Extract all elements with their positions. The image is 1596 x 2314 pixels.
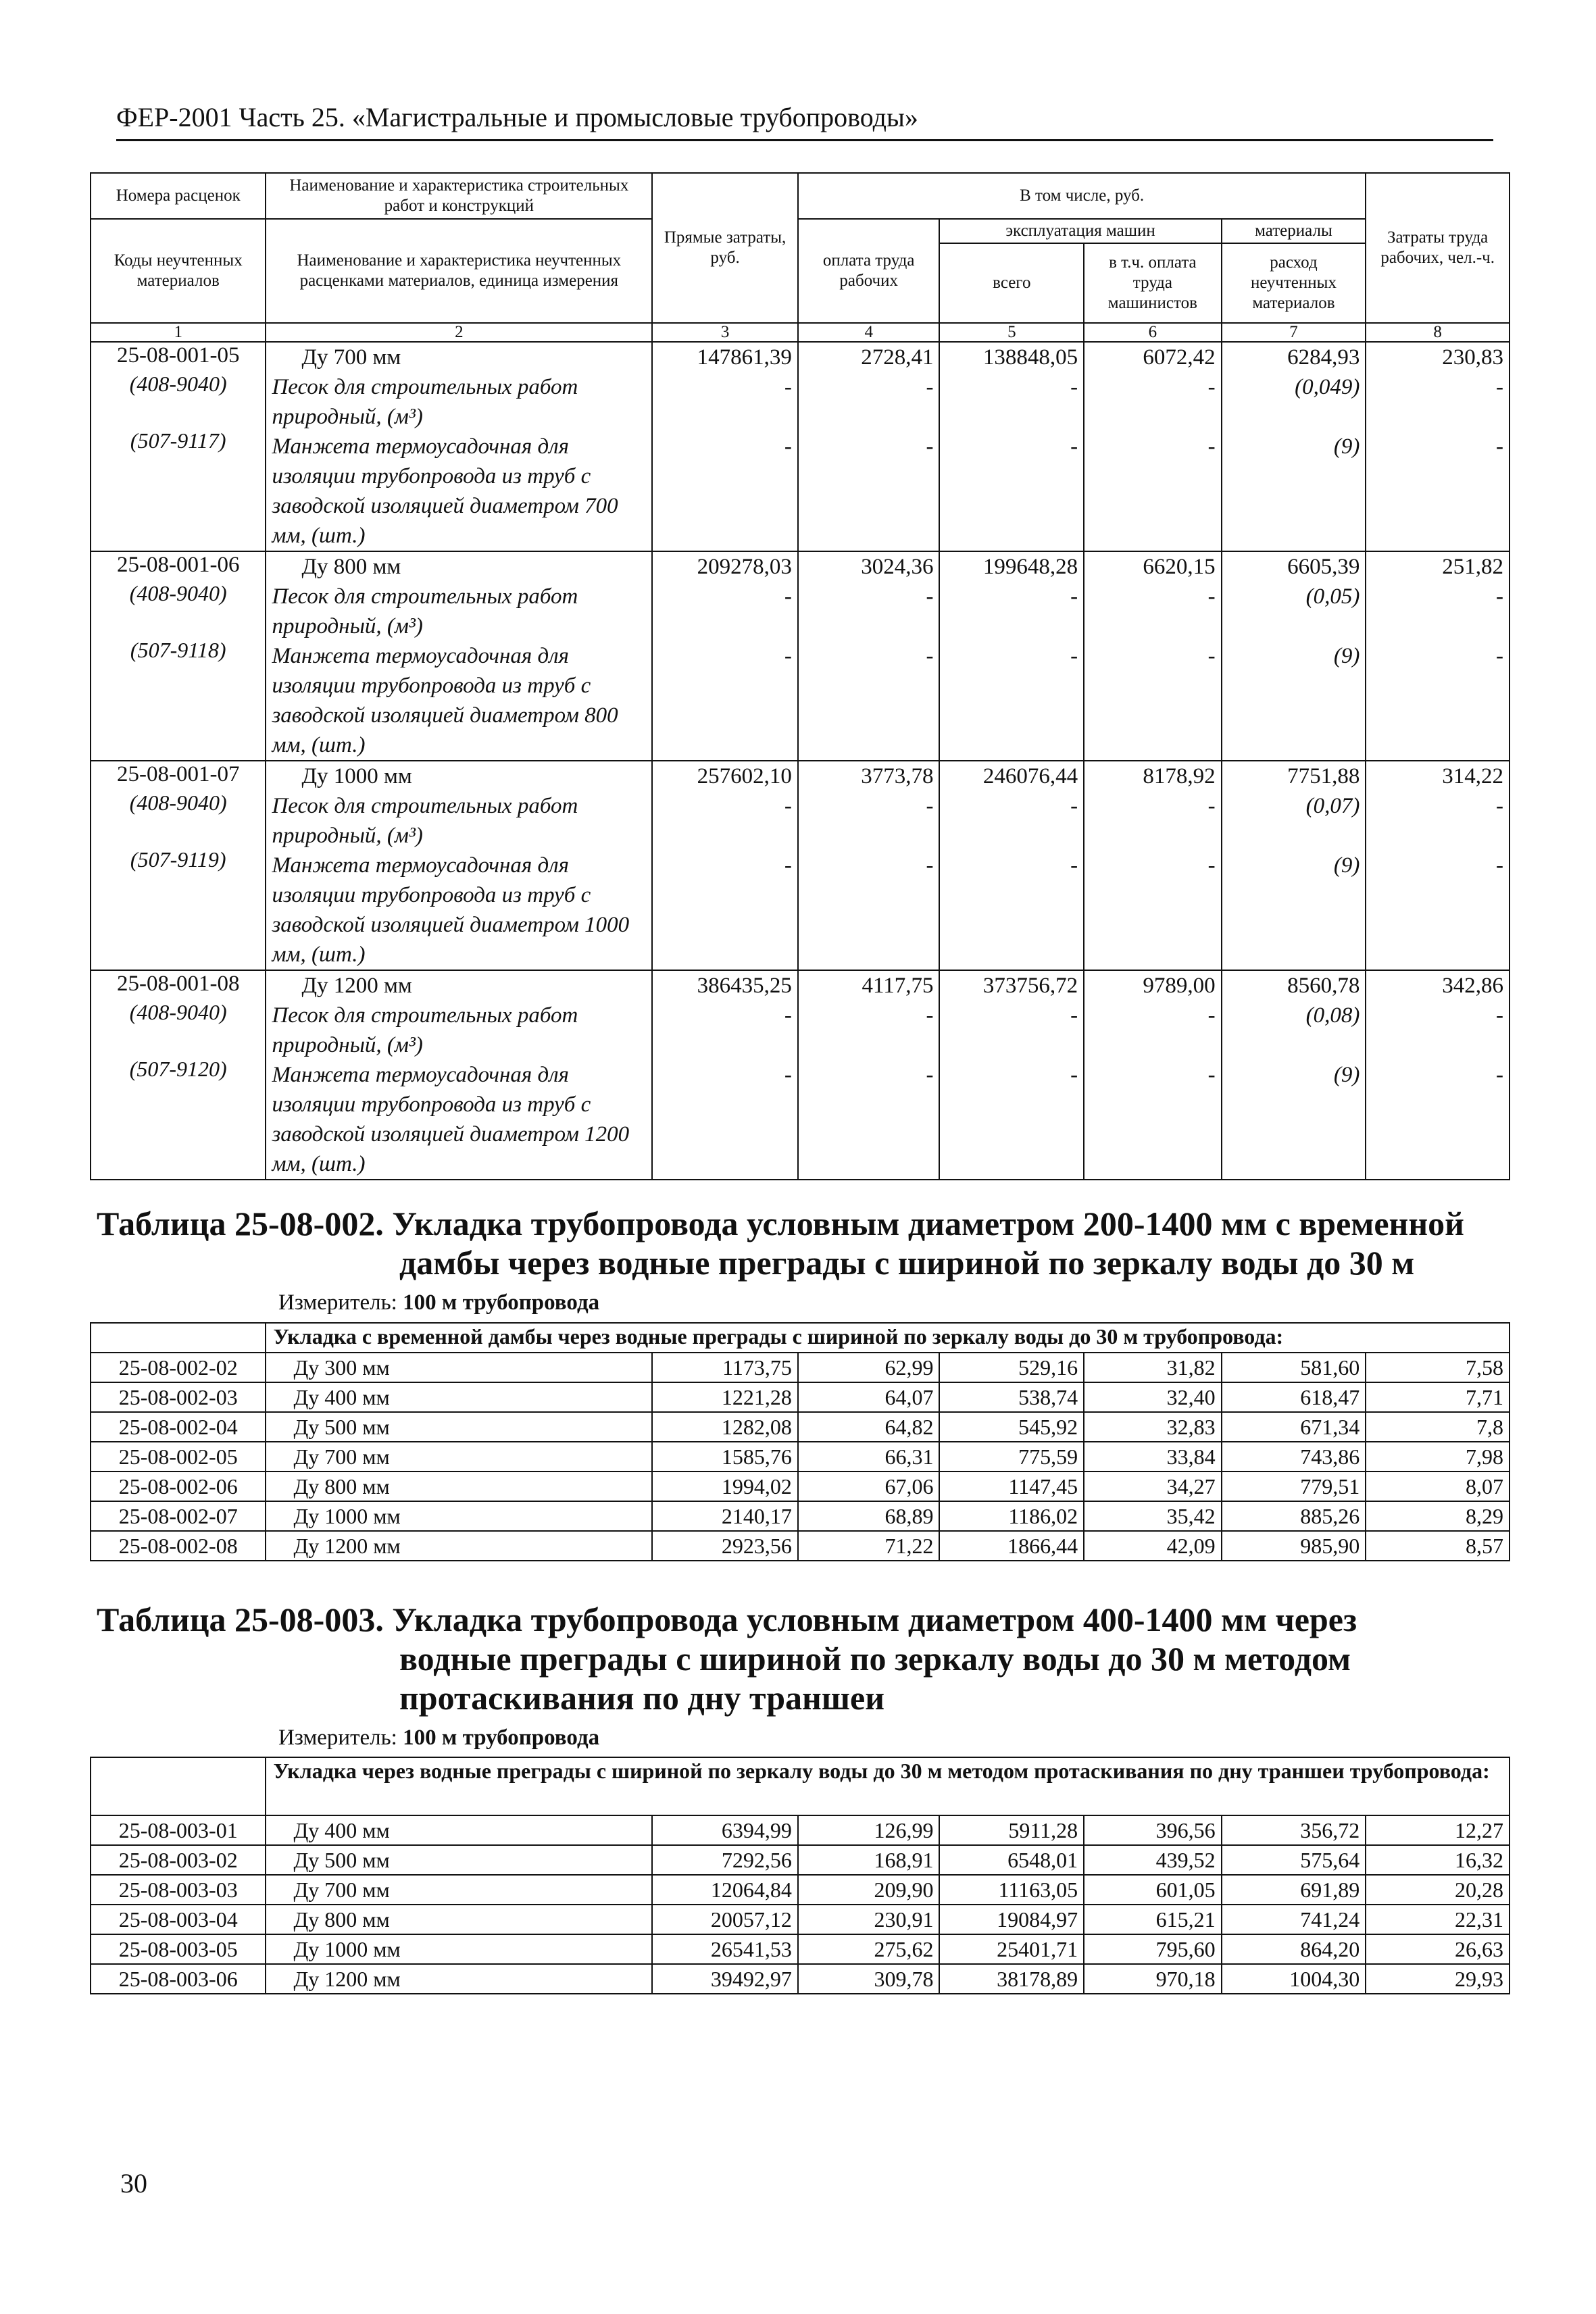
material-code: (408-9040) — [129, 581, 227, 605]
work-name: Ду 700 мм — [266, 1442, 652, 1472]
table-002-title — [97, 1204, 1509, 1282]
cell-value: 32,40 — [1084, 1382, 1221, 1412]
meter-label: Измеритель: — [278, 1726, 397, 1750]
table-003-title-line3: протаскивания по дну траншеи — [399, 1679, 885, 1717]
material-code: (408-9040) — [129, 1000, 227, 1024]
empty-dash: - — [1070, 1003, 1078, 1028]
cell-value: 671,34 — [1222, 1412, 1366, 1442]
header-materials-consumption: расход неучтенных материалов — [1222, 243, 1366, 323]
cell-value: 356,72 — [1222, 1815, 1366, 1845]
material-quantity: (9) — [1333, 853, 1360, 878]
rate-code: 25-08-003-04 — [91, 1905, 266, 1934]
empty-dash: - — [926, 853, 934, 878]
materials-value: 8560,78 — [1287, 974, 1360, 998]
cell-value: 31,82 — [1084, 1353, 1221, 1382]
work-name: Ду 1200 мм — [266, 1531, 652, 1561]
cell-value: 32,83 — [1084, 1412, 1221, 1442]
empty-dash: - — [926, 644, 934, 668]
table-003-title-line2: водные преграды с шириной по зеркалу воды до 30 м методом — [399, 1640, 1351, 1678]
column-number: 5 — [939, 323, 1084, 342]
work-name: Ду 500 мм — [266, 1845, 652, 1875]
page-number: 30 — [120, 2168, 147, 2198]
empty-dash: - — [784, 1063, 792, 1087]
empty-dash: - — [784, 375, 792, 399]
empty-dash: - — [1496, 1063, 1503, 1087]
work-name: Ду 800 мм — [301, 555, 401, 579]
table-row — [91, 1815, 1510, 1845]
cell-value: 885,26 — [1222, 1501, 1366, 1531]
cell-value: 985,90 — [1222, 1531, 1366, 1561]
rate-row — [91, 551, 1510, 761]
table-row — [91, 1531, 1510, 1561]
empty-dash: - — [926, 375, 934, 399]
empty-dash: - — [926, 1003, 934, 1028]
table-003-meter — [278, 1724, 599, 1751]
rate-code: 25-08-003-05 — [91, 1934, 266, 1964]
table-003 — [90, 1757, 1510, 1994]
table-row — [91, 1412, 1510, 1442]
material-name: Манжета термоусадочная для изоляции трубопровода из труб с заводской изоляцией диаметром 700 мм, (шт.) — [272, 434, 618, 548]
header-machines-wages: в т.ч. оплата труда машинистов — [1084, 243, 1221, 323]
wages: 3773,78 — [861, 764, 934, 788]
direct-cost: 147861,39 — [697, 345, 792, 370]
cell-value: 20057,12 — [652, 1905, 798, 1934]
work-name: Ду 1000 мм — [266, 1501, 652, 1531]
work-name: Ду 1000 мм — [301, 764, 412, 788]
cell-value: 743,86 — [1222, 1442, 1366, 1472]
empty-dash: - — [784, 434, 792, 459]
machines-total: 373756,72 — [982, 974, 1078, 998]
cell-value: 7,98 — [1366, 1442, 1510, 1472]
cell-value: 7292,56 — [652, 1845, 798, 1875]
material-code: (507-9118) — [130, 638, 226, 662]
empty-dash: - — [1070, 794, 1078, 818]
header-labor-costs: Затраты труда рабочих, чел.-ч. — [1366, 173, 1510, 323]
table-002-caption: Укладка с временной дамбы через водные преграды с шириной по зеркалу воды до 30 м трубопровода: — [266, 1323, 1510, 1353]
cell-value: 864,20 — [1222, 1934, 1366, 1964]
labor-value: 342,86 — [1442, 974, 1503, 998]
empty-dash: - — [784, 644, 792, 668]
column-number: 4 — [798, 323, 940, 342]
header-including: В том числе, руб. — [798, 173, 1366, 219]
main-rates-table — [90, 172, 1510, 1180]
material-name: Манжета термоусадочная для изоляции трубопровода из труб с заводской изоляцией диаметром 800 мм, (шт.) — [272, 644, 618, 757]
cell-value: 209,90 — [798, 1875, 940, 1905]
machines-total: 246076,44 — [982, 764, 1078, 788]
cell-value: 68,89 — [798, 1501, 940, 1531]
cell-value: 34,27 — [1084, 1472, 1221, 1501]
material-code: (507-9117) — [130, 428, 226, 453]
machines-total: 199648,28 — [982, 555, 1078, 579]
cell-value: 7,8 — [1366, 1412, 1510, 1442]
empty-dash: - — [1496, 853, 1503, 878]
cell-value: 7,71 — [1366, 1382, 1510, 1412]
empty-dash: - — [1207, 584, 1216, 609]
cell-value: 1282,08 — [652, 1412, 798, 1442]
empty-dash: - — [1070, 434, 1078, 459]
cell-value: 529,16 — [939, 1353, 1084, 1382]
table-row — [91, 1964, 1510, 1994]
cell-value: 7,58 — [1366, 1353, 1510, 1382]
table-002-meter — [278, 1289, 599, 1316]
table-row — [91, 1905, 1510, 1934]
cell-value: 12064,84 — [652, 1875, 798, 1905]
empty-dash: - — [1496, 644, 1503, 668]
table-003-caption: Укладка через водные преграды с шириной по зеркалу воды до 30 м методом протаскивания по дну траншеи трубопровода: — [266, 1757, 1510, 1815]
cell-value: 22,31 — [1366, 1905, 1510, 1934]
table-row — [91, 1472, 1510, 1501]
header-materials: материалы — [1222, 219, 1366, 243]
work-name: Ду 800 мм — [266, 1472, 652, 1501]
rate-code: 25-08-002-08 — [91, 1531, 266, 1561]
material-code: (507-9120) — [129, 1057, 227, 1081]
material-code: (507-9119) — [130, 847, 226, 872]
cell-value: 6394,99 — [652, 1815, 798, 1845]
cell-value: 8,29 — [1366, 1501, 1510, 1531]
cell-value: 396,56 — [1084, 1815, 1221, 1845]
empty-dash: - — [1496, 1003, 1503, 1028]
cell-value: 71,22 — [798, 1531, 940, 1561]
cell-value: 6548,01 — [939, 1845, 1084, 1875]
header-wages: оплата труда рабочих — [798, 219, 940, 323]
empty-dash: - — [1207, 1063, 1216, 1087]
material-name: Манжета термоусадочная для изоляции трубопровода из труб с заводской изоляцией диаметром 1200 мм, (шт.) — [272, 1063, 630, 1176]
material-name: Песок для строительных работ природный, (м³) — [272, 794, 578, 848]
cell-value: 5911,28 — [939, 1815, 1084, 1845]
rate-code: 25-08-003-02 — [91, 1845, 266, 1875]
rate-row — [91, 761, 1510, 970]
table-002-title-line1: Укладка трубопровода условным диаметром 200-1400 мм с временной — [392, 1205, 1464, 1242]
direct-cost: 209278,03 — [697, 555, 792, 579]
rate-code: 25-08-001-06 — [116, 553, 240, 577]
cell-value: 741,24 — [1222, 1905, 1366, 1934]
machines-wages: 6072,42 — [1143, 345, 1216, 370]
rate-code: 25-08-002-06 — [91, 1472, 266, 1501]
work-name: Ду 400 мм — [266, 1815, 652, 1845]
empty-dash: - — [1207, 1003, 1216, 1028]
rate-code: 25-08-003-03 — [91, 1875, 266, 1905]
work-name: Ду 700 мм — [266, 1875, 652, 1905]
header-work-name: Наименование и характеристика строительных работ и конструкций — [266, 173, 652, 219]
cell-value: 615,21 — [1084, 1905, 1221, 1934]
cell-value: 168,91 — [798, 1845, 940, 1875]
machines-wages: 8178,92 — [1143, 764, 1216, 788]
cell-value: 1221,28 — [652, 1382, 798, 1412]
page-header: ФЕР-2001 Часть 25. «Магистральные и промысловые трубопроводы» — [116, 100, 1493, 141]
cell-value: 538,74 — [939, 1382, 1084, 1412]
rate-code: 25-08-002-05 — [91, 1442, 266, 1472]
rate-code: 25-08-001-05 — [116, 343, 240, 368]
meter-label: Измеритель: — [278, 1290, 397, 1315]
table-row — [91, 1845, 1510, 1875]
cell-value: 20,28 — [1366, 1875, 1510, 1905]
rate-code: 25-08-001-08 — [116, 972, 240, 996]
materials-value: 6284,93 — [1287, 345, 1360, 370]
empty-dash: - — [1496, 434, 1503, 459]
table-003-title-line1: Укладка трубопровода условным диаметром 400-1400 мм через — [392, 1601, 1357, 1638]
direct-cost: 386435,25 — [697, 974, 792, 998]
cell-value: 1147,45 — [939, 1472, 1084, 1501]
machines-total: 138848,05 — [982, 345, 1078, 370]
table-row — [91, 1501, 1510, 1531]
labor-value: 230,83 — [1442, 345, 1503, 370]
column-number: 6 — [1084, 323, 1221, 342]
material-quantity: (9) — [1333, 1063, 1360, 1087]
empty-dash: - — [1070, 644, 1078, 668]
material-name: Песок для строительных работ природный, (м³) — [272, 375, 578, 429]
cell-value: 38178,89 — [939, 1964, 1084, 1994]
meter-value: 100 м трубопровода — [403, 1290, 600, 1315]
table-003-title — [97, 1600, 1509, 1717]
rate-row — [91, 342, 1510, 551]
cell-value: 545,92 — [939, 1412, 1084, 1442]
table-row — [91, 1382, 1510, 1412]
empty-dash: - — [1207, 375, 1216, 399]
cell-value: 12,27 — [1366, 1815, 1510, 1845]
cell-value: 67,06 — [798, 1472, 940, 1501]
cell-value: 42,09 — [1084, 1531, 1221, 1561]
cell-value: 126,99 — [798, 1815, 940, 1845]
cell-value: 39492,97 — [652, 1964, 798, 1994]
rate-row — [91, 970, 1510, 1180]
work-name: Ду 1000 мм — [266, 1934, 652, 1964]
cell-value: 64,82 — [798, 1412, 940, 1442]
empty-dash: - — [926, 1063, 934, 1087]
table-row — [91, 1442, 1510, 1472]
empty-dash: - — [1070, 853, 1078, 878]
column-number: 7 — [1222, 323, 1366, 342]
cell-value: 19084,97 — [939, 1905, 1084, 1934]
work-name: Ду 300 мм — [266, 1353, 652, 1382]
labor-value: 314,22 — [1442, 764, 1503, 788]
cell-value: 8,07 — [1366, 1472, 1510, 1501]
work-name: Ду 500 мм — [266, 1412, 652, 1442]
header-rate-numbers: Номера расценок — [91, 173, 266, 219]
rate-code: 25-08-002-02 — [91, 1353, 266, 1382]
material-quantity: (9) — [1333, 644, 1360, 668]
material-name: Песок для строительных работ природный, (м³) — [272, 1003, 578, 1057]
cell-value: 970,18 — [1084, 1964, 1221, 1994]
material-quantity: (9) — [1333, 434, 1360, 459]
cell-value: 575,64 — [1222, 1845, 1366, 1875]
cell-value: 309,78 — [798, 1964, 940, 1994]
header-material-names: Наименование и характеристика неучтенных расценками материалов, единица измерения — [266, 219, 652, 323]
cell-value: 439,52 — [1084, 1845, 1221, 1875]
empty-dash: - — [1207, 434, 1216, 459]
header-direct-costs: Прямые затраты, руб. — [652, 173, 798, 323]
work-name: Ду 1200 мм — [266, 1964, 652, 1994]
table-002-title-line2: дамбы через водные преграды с шириной по зеркалу воды до 30 м — [399, 1244, 1415, 1282]
labor-value: 251,82 — [1442, 555, 1503, 579]
cell-value: 1004,30 — [1222, 1964, 1366, 1994]
wages: 3024,36 — [861, 555, 934, 579]
cell-value: 35,42 — [1084, 1501, 1221, 1531]
empty-dash: - — [926, 794, 934, 818]
empty-dash: - — [784, 853, 792, 878]
cell-value: 581,60 — [1222, 1353, 1366, 1382]
empty-dash: - — [1496, 375, 1503, 399]
empty-dash: - — [1070, 584, 1078, 609]
header-material-codes: Коды неучтенных материалов — [91, 219, 266, 323]
cell-value: 11163,05 — [939, 1875, 1084, 1905]
cell-value: 275,62 — [798, 1934, 940, 1964]
cell-value: 2140,17 — [652, 1501, 798, 1531]
material-name: Песок для строительных работ природный, (м³) — [272, 584, 578, 638]
cell-value: 1173,75 — [652, 1353, 798, 1382]
machines-wages: 9789,00 — [1143, 974, 1216, 998]
material-code: (408-9040) — [129, 790, 227, 815]
material-name: Манжета термоусадочная для изоляции трубопровода из труб с заводской изоляцией диаметром 1000 мм, (шт.) — [272, 853, 630, 967]
cell-value: 1866,44 — [939, 1531, 1084, 1561]
header-machines-total: всего — [939, 243, 1084, 323]
cell-value: 230,91 — [798, 1905, 940, 1934]
cell-value: 618,47 — [1222, 1382, 1366, 1412]
empty-dash: - — [1207, 794, 1216, 818]
empty-dash: - — [926, 584, 934, 609]
rate-code: 25-08-003-06 — [91, 1964, 266, 1994]
wages: 4117,75 — [862, 974, 934, 998]
empty-dash: - — [1207, 853, 1216, 878]
column-number: 1 — [91, 323, 266, 342]
materials-value: 7751,88 — [1287, 764, 1360, 788]
empty-dash: - — [1207, 644, 1216, 668]
empty-dash: - — [1496, 584, 1503, 609]
table-002-label: Таблица 25-08-002. — [97, 1205, 384, 1242]
table-003-label: Таблица 25-08-003. — [97, 1601, 384, 1638]
empty-dash: - — [784, 584, 792, 609]
cell-value: 795,60 — [1084, 1934, 1221, 1964]
rate-code: 25-08-002-07 — [91, 1501, 266, 1531]
rate-code: 25-08-002-03 — [91, 1382, 266, 1412]
cell-value: 1585,76 — [652, 1442, 798, 1472]
cell-value: 601,05 — [1084, 1875, 1221, 1905]
cell-value: 691,89 — [1222, 1875, 1366, 1905]
cell-value: 775,59 — [939, 1442, 1084, 1472]
empty-dash: - — [784, 1003, 792, 1028]
rate-code: 25-08-002-04 — [91, 1412, 266, 1442]
table-row — [91, 1875, 1510, 1905]
cell-value: 29,93 — [1366, 1964, 1510, 1994]
table-row — [91, 1934, 1510, 1964]
cell-value: 62,99 — [798, 1353, 940, 1382]
cell-value: 66,31 — [798, 1442, 940, 1472]
empty-dash: - — [1070, 1063, 1078, 1087]
work-name: Ду 1200 мм — [301, 974, 412, 998]
column-number: 2 — [266, 323, 652, 342]
empty-dash: - — [784, 794, 792, 818]
cell-value: 26,63 — [1366, 1934, 1510, 1964]
empty-dash: - — [926, 434, 934, 459]
cell-value: 16,32 — [1366, 1845, 1510, 1875]
rate-code: 25-08-003-01 — [91, 1815, 266, 1845]
column-number: 3 — [652, 323, 798, 342]
empty-dash: - — [1496, 794, 1503, 818]
material-code: (408-9040) — [129, 372, 227, 396]
table-002 — [90, 1322, 1510, 1561]
materials-value: 6605,39 — [1287, 555, 1360, 579]
cell-value: 1186,02 — [939, 1501, 1084, 1531]
header-machines: эксплуатация машин — [939, 219, 1221, 243]
cell-value: 2923,56 — [652, 1531, 798, 1561]
table-row — [91, 1353, 1510, 1382]
rate-code: 25-08-001-07 — [116, 762, 240, 786]
column-number: 8 — [1366, 323, 1510, 342]
machines-wages: 6620,15 — [1143, 555, 1216, 579]
cell-value: 779,51 — [1222, 1472, 1366, 1501]
work-name: Ду 400 мм — [266, 1382, 652, 1412]
material-quantity: (0,049) — [1295, 375, 1360, 399]
work-name: Ду 700 мм — [301, 345, 401, 370]
material-quantity: (0,08) — [1305, 1003, 1360, 1028]
cell-value: 1994,02 — [652, 1472, 798, 1501]
work-name: Ду 800 мм — [266, 1905, 652, 1934]
cell-value: 25401,71 — [939, 1934, 1084, 1964]
cell-value: 8,57 — [1366, 1531, 1510, 1561]
cell-value: 26541,53 — [652, 1934, 798, 1964]
material-quantity: (0,07) — [1305, 794, 1360, 818]
material-quantity: (0,05) — [1305, 584, 1360, 609]
cell-value: 33,84 — [1084, 1442, 1221, 1472]
empty-dash: - — [1070, 375, 1078, 399]
cell-value: 64,07 — [798, 1382, 940, 1412]
direct-cost: 257602,10 — [697, 764, 792, 788]
meter-value: 100 м трубопровода — [403, 1726, 600, 1750]
column-numbers-row — [91, 323, 1510, 342]
wages: 2728,41 — [861, 345, 934, 370]
